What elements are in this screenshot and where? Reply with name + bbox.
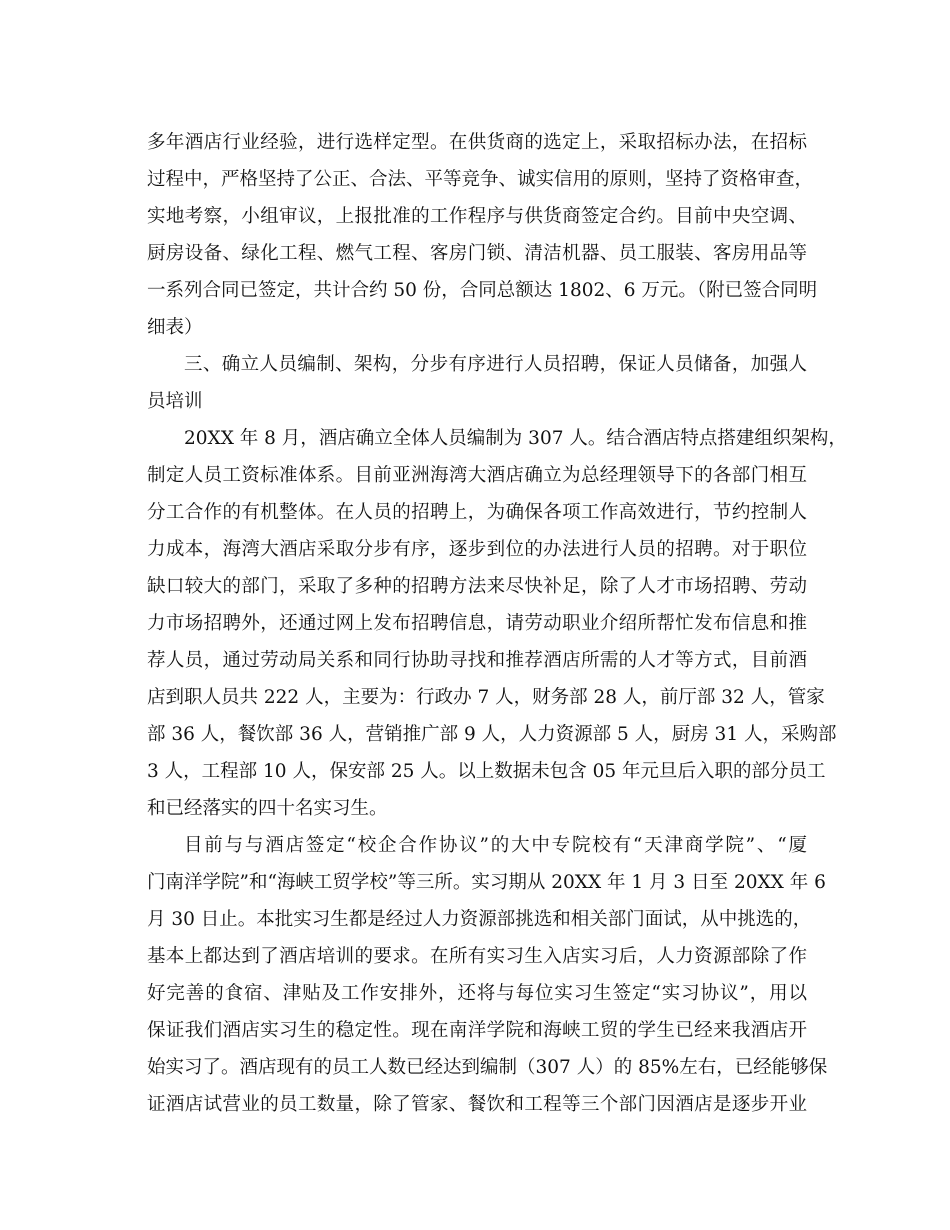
text-line: 多年酒店行业经验，进行选样定型。在供货商的选定上，采取招标办法，在招标 [147,132,807,153]
text-line: 保证我们酒店实习生的稳定性。现在南洋学院和海峡工贸的学生已经来我酒店开 [147,1020,807,1041]
text-line: 细表） [147,317,203,338]
document-body [147,124,847,1123]
text-line: 证酒店试营业的员工数量，除了管家、餐饮和工程等三个部门因酒店是逐步开业 [147,1094,807,1115]
text-line: 员培训 [147,391,203,412]
text-line: 店到职人员共 222 人，主要为：行政办 7 人，财务部 28 人，前厅部 32 人，管家 [147,687,825,708]
text-line: 分工合作的有机整体。在人员的招聘上，为确保各项工作高效进行，节约控制人 [147,502,807,523]
text-line: 好完善的食宿、津贴及工作安排外，还将与每位实习生签定“实习协议”，用以 [147,983,807,1004]
text-line: 月 30 日止。本批实习生都是经过人力资源部挑选和相关部门面试，从中挑选的， [147,909,812,930]
text-line: 门南洋学院”和“海峡工贸学校”等三所。实习期从 20XX 年 1 月 3 日至 20XX 年 6 [147,872,826,893]
text-line: 三、确立人员编制、架构，分步有序进行人员招聘，保证人员储备，加强人 [184,354,807,375]
text-line: 一系列合同已签定，共计合约 50 份，合同总额达 1802、6 万元。（附已签合同明 [147,280,818,301]
text-line: 3 人，工程部 10 人，保安部 25 人。以上数据未包含 05 年元旦后入职的部分员工 [147,761,826,782]
text-line: 荐人员，通过劳动局关系和同行协助寻找和推荐酒店所需的人才等方式，目前酒 [147,650,807,671]
text-line: 目前与与酒店签定“校企合作协议”的大中专院校有“天津商学院”、“厦 [184,835,807,856]
section-heading-staffing [147,346,807,420]
text-line: 实地考察，小组审议，上报批准的工作程序与供货商签定合约。目前中央空调、 [147,206,807,227]
paragraph-procurement [147,124,818,346]
text-line: 基本上都达到了酒店培训的要求。在所有实习生入店实习后，人力资源部除了作 [147,946,807,967]
text-line: 20XX 年 8 月，酒店确立全体人员编制为 307 人。结合酒店特点搭建组织架构， [184,428,847,449]
text-line: 过程中，严格坚持了公正、合法、平等竞争、诚实信用的原则，坚持了资格审查， [147,169,814,190]
text-line: 力成本，海湾大酒店采取分步有序，逐步到位的办法进行人员的招聘。对于职位 [147,539,807,560]
paragraph-staffing [147,420,847,827]
text-line: 厨房设备、绿化工程、燃气工程、客房门锁、清洁机器、员工服装、客房用品等 [147,243,807,264]
paragraph-internship [147,827,828,1123]
text-line: 缺口较大的部门，采取了多种的招聘方法来尽快补足，除了人才市场招聘、劳动 [147,576,807,597]
text-line: 始实习了。酒店现有的员工人数已经达到编制（307 人）的 85%左右，已经能够保 [147,1057,828,1078]
text-line: 制定人员工资标准体系。目前亚洲海湾大酒店确立为总经理领导下的各部门相互 [147,465,807,486]
text-line: 力市场招聘外，还通过网上发布招聘信息，请劳动职业介绍所帮忙发布信息和推 [147,613,807,634]
text-line: 部 36 人，餐饮部 36 人，营销推广部 9 人，人力资源部 5 人，厨房 31 人，采购部 [147,724,837,745]
text-line: 和已经落实的四十名实习生。 [147,798,388,819]
